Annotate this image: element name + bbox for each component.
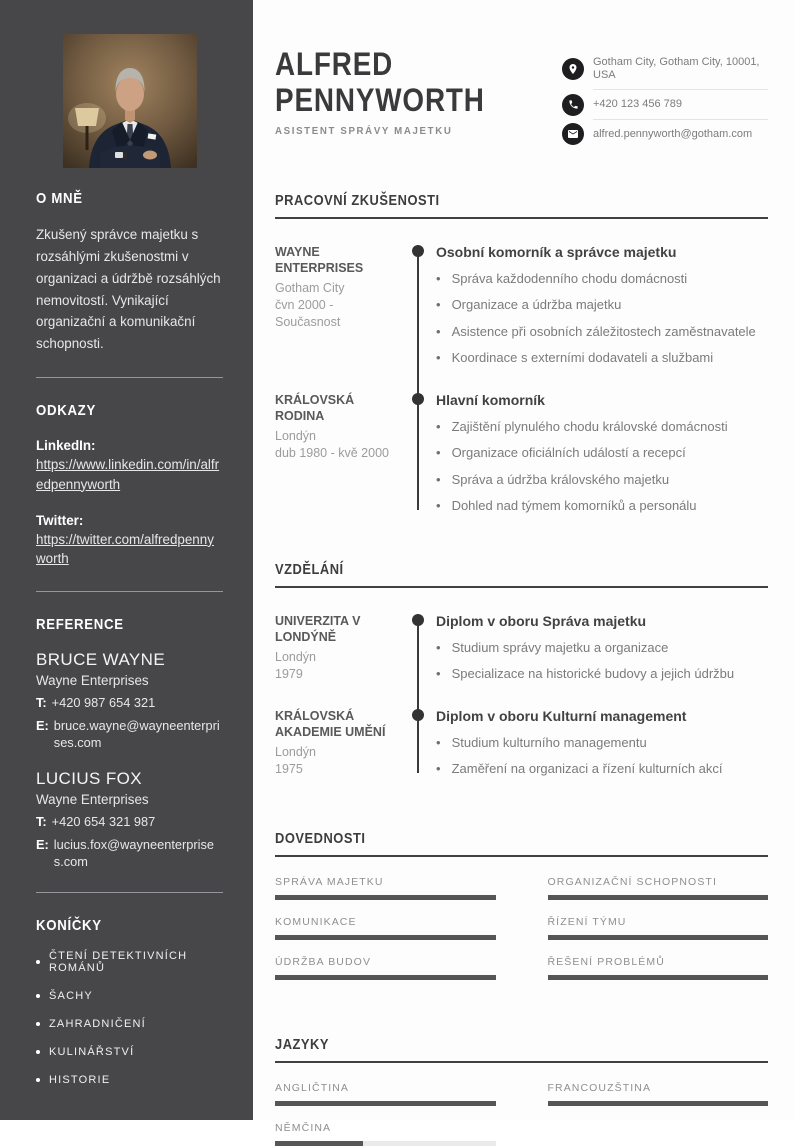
location-icon xyxy=(562,58,584,80)
contact-email-text: alfred.pennyworth@gotham.com xyxy=(593,127,753,140)
languages-heading: JAZYKY xyxy=(275,1035,329,1053)
phone-value: +420 654 321 987 xyxy=(51,813,156,829)
school-name: UNIVERZITA V LONDÝNĚ xyxy=(275,613,361,644)
bullet-item: • Koordinace s externími dodavateli a službami xyxy=(436,350,714,366)
link-label: LinkedIn: xyxy=(36,438,96,454)
email-label: E: xyxy=(36,718,49,734)
bullet-dot-icon: • xyxy=(436,734,441,750)
contact-phone-text: +420 123 456 789 xyxy=(593,90,768,119)
language-label: FRANCOUZŠTINA xyxy=(547,1081,652,1094)
section-heading-bar xyxy=(275,1036,768,1063)
bullet-dot-icon xyxy=(36,1022,40,1026)
employment-dates: dub 1980 - kvě 2000 xyxy=(275,446,389,461)
skill-label: ORGANIZAČNÍ SCHOPNOSTI xyxy=(547,875,717,888)
section-heading-bar xyxy=(275,830,768,857)
contact-row-phone xyxy=(562,90,768,119)
education-entry xyxy=(275,708,768,778)
school-location: Londýn xyxy=(275,649,317,664)
bullet-item: • Asistence při osobních záležitostech zaměstnavatele xyxy=(436,323,756,339)
skill-meter xyxy=(275,916,496,940)
skill-bar-fill xyxy=(548,975,769,980)
role-bullets xyxy=(436,418,768,515)
experience-entries xyxy=(275,244,768,515)
entry-details xyxy=(406,708,768,778)
reference-email-row xyxy=(36,717,223,752)
degree-title: Diplom v oboru Správa majetku xyxy=(436,612,647,629)
experience-heading: PRACOVNÍ ZKUŠENOSTI xyxy=(275,191,440,209)
skill-bar xyxy=(275,975,496,980)
sidebar-divider xyxy=(36,892,223,893)
employment-dates: čvn 2000 - Současnost xyxy=(275,298,341,329)
skills-section xyxy=(275,830,768,980)
last-name: PENNYWORTH xyxy=(275,82,485,119)
links-section xyxy=(36,402,223,592)
reference-company: Wayne Enterprises xyxy=(36,672,149,688)
name-block xyxy=(275,46,516,137)
about-section xyxy=(36,190,223,378)
degree-bullets xyxy=(436,734,768,778)
bullet-dot-icon: • xyxy=(436,270,441,286)
email-value: lucius.fox@wayneenterprises.com xyxy=(53,836,215,870)
bullet-item: • Dohled nad týmem komorníků a personálu xyxy=(436,498,697,514)
skill-meter xyxy=(548,916,769,940)
hobbies-section xyxy=(36,917,223,1086)
hobby-item: ZAHRADNIČENÍ xyxy=(36,1018,223,1030)
school-location: Londýn xyxy=(275,744,317,759)
timeline-dot-icon xyxy=(412,614,424,626)
entry-left-column xyxy=(275,392,406,515)
experience-entry xyxy=(275,392,768,515)
language-label: ANGLIČTINA xyxy=(275,1081,350,1094)
references-section xyxy=(36,616,223,894)
entry-left-column xyxy=(275,613,406,683)
degree-title: Diplom v oboru Kulturní management xyxy=(436,707,687,724)
bullet-dot-icon: • xyxy=(436,418,441,434)
timeline-dot-icon xyxy=(412,709,424,721)
main-content xyxy=(253,0,794,1134)
bullet-item: • Studium správy majetku a organizace xyxy=(436,639,669,655)
linkedin-link[interactable]: https://www.linkedin.com/in/alfredpennyworth xyxy=(36,457,220,492)
language-bar xyxy=(275,1141,496,1146)
sidebar-divider xyxy=(36,377,223,378)
bullet-dot-icon: • xyxy=(436,471,441,487)
languages-column-left xyxy=(275,1082,496,1146)
entry-details xyxy=(406,613,768,683)
timeline-dot-icon xyxy=(412,245,424,257)
hobby-item: HISTORIE xyxy=(36,1074,223,1086)
language-meter xyxy=(275,1122,496,1146)
section-heading-bar xyxy=(275,561,768,588)
bullet-dot-icon xyxy=(36,994,40,998)
languages-column-right xyxy=(548,1082,769,1146)
hobby-item: ČTENÍ DETEKTIVNÍCH ROMÁNŮ xyxy=(36,950,223,974)
header xyxy=(275,46,768,148)
link-item-linkedin xyxy=(36,438,223,494)
sidebar-divider xyxy=(36,591,223,592)
timeline-dot-icon xyxy=(412,393,424,405)
experience-entry xyxy=(275,244,768,367)
role-title: Hlavní komorník xyxy=(436,391,545,408)
education-entry xyxy=(275,613,768,683)
skill-bar xyxy=(548,935,769,940)
entry-details xyxy=(406,392,768,515)
skill-meter xyxy=(275,876,496,900)
bullet-item: • Studium kulturního managementu xyxy=(436,734,647,750)
email-icon xyxy=(562,123,584,145)
links-heading: ODKAZY xyxy=(36,402,96,420)
references-heading: REFERENCE xyxy=(36,615,124,633)
link-label: Twitter: xyxy=(36,512,84,528)
education-section xyxy=(275,561,768,778)
first-name: ALFRED xyxy=(275,46,394,82)
bullet-dot-icon: • xyxy=(436,297,441,313)
company-name: WAYNE ENTERPRISES xyxy=(275,244,364,275)
graduation-year: 1979 xyxy=(275,667,303,682)
skills-column-right xyxy=(548,876,769,980)
phone-label: T: xyxy=(36,813,47,829)
skill-bar xyxy=(275,895,496,900)
role-bullets xyxy=(436,270,768,367)
language-label: NĚMČINA xyxy=(275,1121,332,1134)
job-title: ASISTENT SPRÁVY MAJETKU xyxy=(275,125,453,138)
sidebar xyxy=(0,0,253,1120)
reference-entry xyxy=(36,650,223,752)
language-meter xyxy=(548,1082,769,1106)
phone-label: T: xyxy=(36,694,47,710)
bullet-item: • Správa každodenního chodu domácnosti xyxy=(436,270,688,286)
phone-icon xyxy=(562,94,584,116)
hobby-list xyxy=(36,950,223,1086)
contact-row-email xyxy=(562,120,768,148)
entry-details xyxy=(406,244,768,367)
company-location: Gotham City xyxy=(275,280,345,295)
role-title: Osobní komorník a správce majetku xyxy=(436,243,677,260)
bullet-dot-icon xyxy=(36,1078,40,1082)
hobby-item: ŠACHY xyxy=(36,990,223,1002)
bullet-item: • Správa a údržba královského majetku xyxy=(436,471,670,487)
bullet-dot-icon: • xyxy=(436,323,441,339)
skill-bar-fill xyxy=(548,895,769,900)
contact-row-location xyxy=(562,48,768,90)
skill-bar-fill xyxy=(275,935,496,940)
bullet-item: • Organizace oficiálních událostí a recepcí xyxy=(436,445,686,461)
language-bar-fill xyxy=(275,1141,363,1146)
skill-label: KOMUNIKACE xyxy=(275,915,357,928)
reference-company: Wayne Enterprises xyxy=(36,791,149,807)
hobby-item: KULINÁŘSTVÍ xyxy=(36,1046,223,1058)
bullet-dot-icon: • xyxy=(436,445,441,461)
skill-meter xyxy=(548,956,769,980)
skill-meter xyxy=(275,956,496,980)
reference-entry xyxy=(36,769,223,871)
skill-bar xyxy=(275,935,496,940)
skill-meter xyxy=(548,876,769,900)
school-name: KRÁLOVSKÁ AKADEMIE UMĚNÍ xyxy=(275,708,386,739)
skill-label: ÚDRŽBA BUDOV xyxy=(275,955,372,968)
bullet-dot-icon: • xyxy=(436,666,441,682)
bullet-dot-icon xyxy=(36,960,40,964)
reference-phone-row xyxy=(36,694,223,711)
about-heading: O MNĚ xyxy=(36,190,83,207)
skills-column-left xyxy=(275,876,496,980)
email-value: bruce.wayne@wayneenterprises.com xyxy=(53,718,220,751)
bullet-dot-icon: • xyxy=(436,498,441,514)
experience-section xyxy=(275,192,768,515)
language-bar xyxy=(548,1101,769,1106)
reference-name: BRUCE WAYNE xyxy=(36,649,166,669)
education-entries xyxy=(275,613,768,778)
skill-bar xyxy=(548,975,769,980)
bullet-item: • Zaměření na organizaci a řízení kulturních akcí xyxy=(436,761,723,777)
hobbies-heading: KONÍČKY xyxy=(36,917,102,935)
link-item-twitter xyxy=(36,513,223,569)
email-label: E: xyxy=(36,836,49,852)
languages-section xyxy=(275,1036,768,1146)
bullet-dot-icon xyxy=(36,1050,40,1054)
skill-bar-fill xyxy=(275,895,496,900)
skill-bar xyxy=(548,895,769,900)
language-bar xyxy=(275,1101,496,1106)
bullet-item: • Organizace a údržba majetku xyxy=(436,297,622,313)
bullet-dot-icon: • xyxy=(436,761,441,777)
degree-bullets xyxy=(436,639,768,683)
skill-bar-fill xyxy=(275,975,496,980)
reference-email-row xyxy=(36,836,223,871)
skill-label: ŘÍZENÍ TÝMU xyxy=(547,915,627,928)
entry-left-column xyxy=(275,244,406,367)
phone-value: +420 987 654 321 xyxy=(51,694,156,710)
bullet-dot-icon: • xyxy=(436,350,441,366)
bullet-item: • Zajištění plynulého chodu královské domácnosti xyxy=(436,418,728,434)
skill-label: SPRÁVA MAJETKU xyxy=(275,875,384,888)
twitter-link[interactable]: https://twitter.com/alfredpennyworth xyxy=(36,531,214,567)
reference-phone-row xyxy=(36,813,223,830)
graduation-year: 1975 xyxy=(275,762,303,777)
profile-photo xyxy=(63,34,197,168)
skills-heading: DOVEDNOSTI xyxy=(275,829,366,847)
page-title xyxy=(275,46,516,118)
reference-name: LUCIUS FOX xyxy=(36,768,143,788)
skill-label: ŘEŠENÍ PROBLÉMŮ xyxy=(547,955,665,968)
language-bar-fill xyxy=(548,1101,769,1106)
skills-grid xyxy=(275,876,768,980)
language-bar-fill xyxy=(275,1101,496,1106)
education-heading: VZDĚLÁNÍ xyxy=(275,560,344,578)
section-heading-bar xyxy=(275,192,768,219)
languages-grid xyxy=(275,1082,768,1146)
skill-bar-fill xyxy=(548,935,769,940)
contact-location-text: Gotham City, Gotham City, 10001, USA xyxy=(593,48,768,90)
company-location: Londýn xyxy=(275,428,317,443)
entry-left-column xyxy=(275,708,406,778)
bullet-item: • Specializace na historické budovy a jejich údržbu xyxy=(436,666,735,682)
language-meter xyxy=(275,1082,496,1106)
portrait-illustration xyxy=(63,34,197,168)
contact-block xyxy=(562,48,768,148)
about-text: Zkušený správce majetku s rozsáhlými zkušenostmi v organizaci a údržbě rozsáhlých nemovitostí. Vynikající organizační a komunikační schopnosti. xyxy=(36,227,221,352)
company-name: KRÁLOVSKÁ RODINA xyxy=(275,392,355,423)
bullet-dot-icon: • xyxy=(436,639,441,655)
